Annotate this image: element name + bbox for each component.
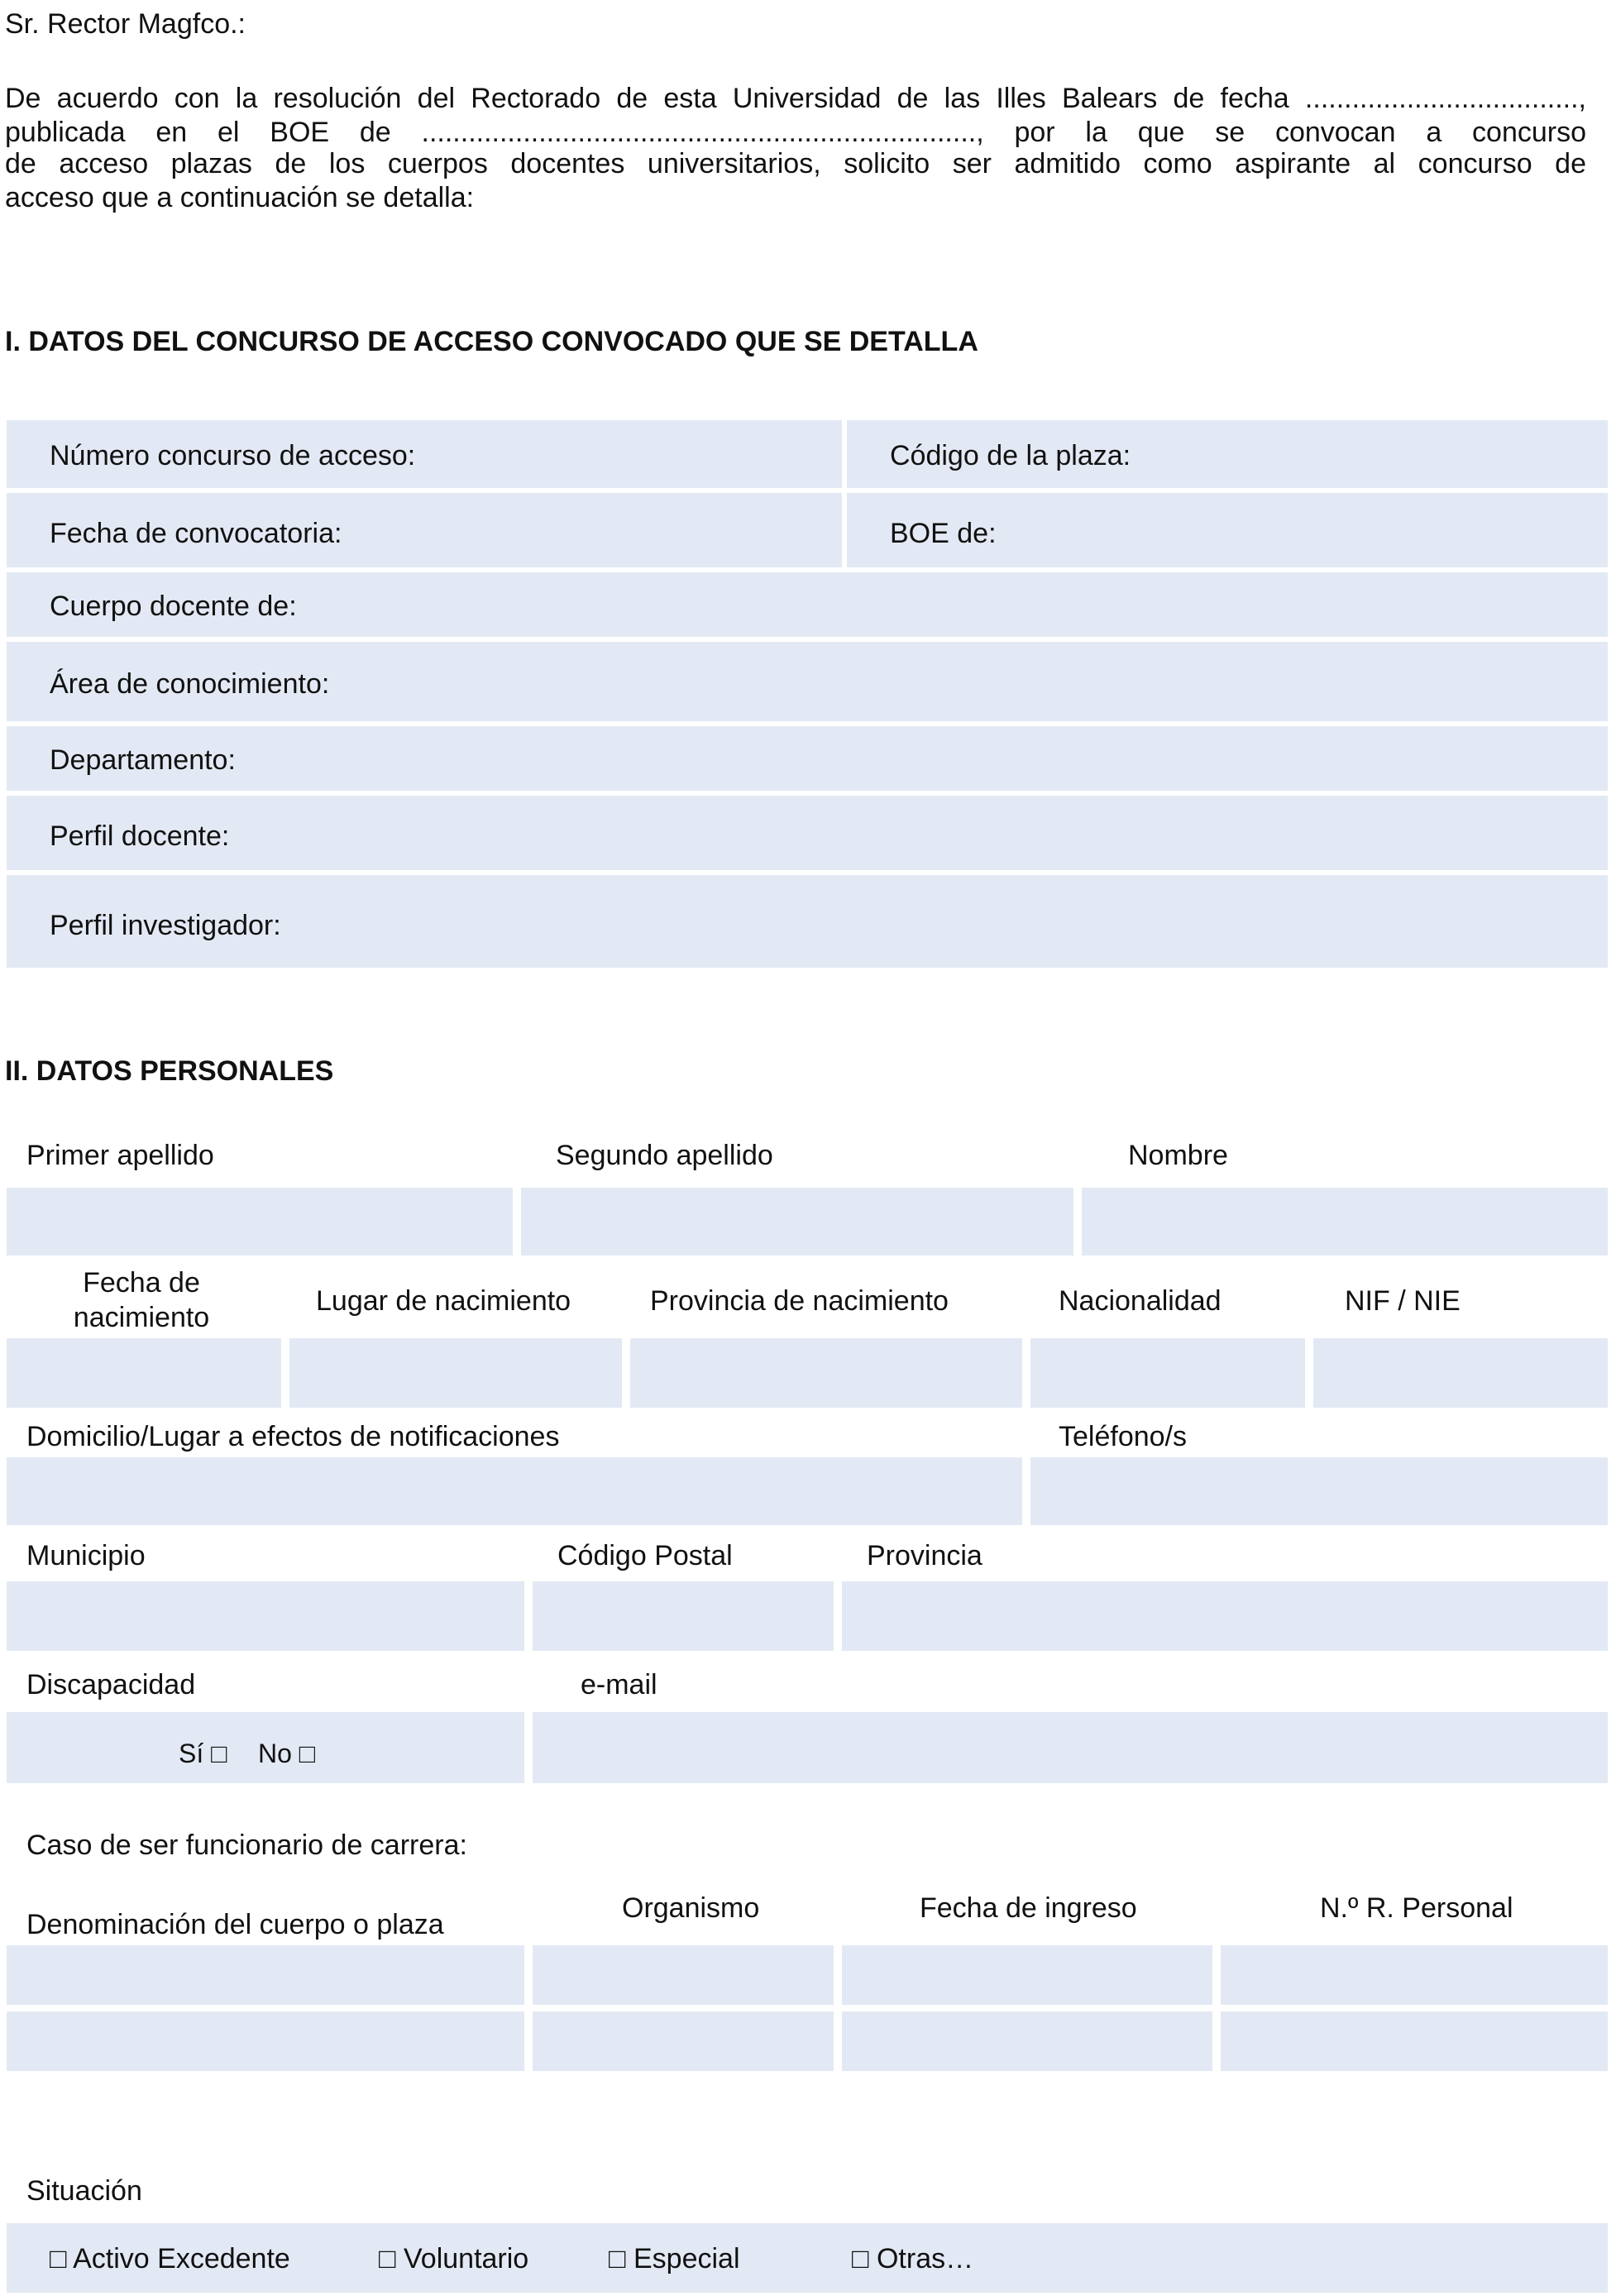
intro-line-2: publicada en el BOE de ......................................................................., por la que se convocan a concurso [5, 116, 1586, 148]
denominacion-field-row-2[interactable] [7, 2011, 524, 2071]
nif-label: NIF / NIE [1345, 1285, 1461, 1317]
provincia-nacimiento-label: Provincia de nacimiento [650, 1285, 949, 1317]
municipio-field[interactable] [7, 1581, 524, 1651]
fecha-ingreso-field-row-1[interactable] [842, 1945, 1212, 2005]
fecha-ingreso-label: Fecha de ingreso [920, 1892, 1137, 1924]
nr-personal-field-row-1[interactable] [1221, 1945, 1608, 2005]
numero-concurso-label: Número concurso de acceso: [50, 440, 416, 471]
perfil-investigador-label: Perfil investigador: [50, 910, 281, 941]
salutation: Sr. Rector Magfco.: [5, 8, 246, 40]
departamento-label: Departamento: [50, 744, 236, 776]
organismo-field-row-2[interactable] [533, 2011, 834, 2071]
discapacidad-label: Discapacidad [26, 1669, 196, 1700]
situacion-label: Situación [26, 2175, 142, 2207]
voluntario-checkbox[interactable]: □ Voluntario [379, 2243, 529, 2274]
section-1-title: I. DATOS DEL CONCURSO DE ACCESO CONVOCADO QUE SE DETALLA [5, 326, 978, 357]
discapacidad-si-checkbox[interactable]: Sí □ [179, 1739, 227, 1768]
codigo-postal-field[interactable] [533, 1581, 834, 1651]
nacionalidad-field[interactable] [1030, 1338, 1305, 1408]
organismo-field-row-1[interactable] [533, 1945, 834, 2005]
nacionalidad-label: Nacionalidad [1059, 1285, 1222, 1317]
intro-line-4: acceso que a continuación se detalla: [5, 181, 475, 213]
fecha-nacimiento-label [7, 1265, 276, 1335]
funcionario-label: Caso de ser funcionario de carrera: [26, 1830, 467, 1861]
nr-personal-field-row-2[interactable] [1221, 2011, 1608, 2071]
boe-label: BOE de: [890, 518, 997, 549]
segundo-apellido-field[interactable] [521, 1188, 1073, 1256]
section-2-title: II. DATOS PERSONALES [5, 1055, 334, 1087]
nombre-field[interactable] [1082, 1188, 1608, 1256]
primer-apellido-field[interactable] [7, 1188, 513, 1256]
discapacidad-no-checkbox[interactable]: No □ [258, 1739, 316, 1768]
segundo-apellido-label: Segundo apellido [556, 1140, 773, 1171]
domicilio-label: Domicilio/Lugar a efectos de notificaciones [26, 1421, 560, 1452]
denominacion-label: Denominación del cuerpo o plaza [26, 1909, 444, 1940]
nr-personal-label: N.º R. Personal [1320, 1892, 1513, 1924]
otras-checkbox[interactable]: □ Otras… [852, 2243, 974, 2274]
nif-field[interactable] [1313, 1338, 1608, 1408]
provincia-field[interactable] [842, 1581, 1608, 1651]
intro-paragraph [5, 81, 1586, 215]
activo-excedente-checkbox[interactable]: □ Activo Excedente [50, 2243, 290, 2274]
codigo-postal-label: Código Postal [557, 1540, 733, 1571]
intro-line-3: de acceso plazas de los cuerpos docentes universitarios, solicito ser admitido como aspirante al concurso de [5, 148, 1586, 179]
email-field[interactable] [533, 1712, 1608, 1783]
area-label: Área de conocimiento: [50, 668, 330, 700]
lugar-nacimiento-label: Lugar de nacimiento [316, 1285, 571, 1317]
primer-apellido-label: Primer apellido [26, 1140, 214, 1171]
email-label: e-mail [581, 1669, 657, 1700]
fecha-ingreso-field-row-2[interactable] [842, 2011, 1212, 2071]
telefono-field[interactable] [1030, 1457, 1608, 1525]
intro-line-1: De acuerdo con la resolución del Rectorado de esta Universidad de las Illes Balears de fecha ..................................., [5, 83, 1586, 114]
especial-checkbox[interactable]: □ Especial [609, 2243, 740, 2274]
domicilio-field[interactable] [7, 1457, 1022, 1525]
fecha-nacimiento-label-line-1: Fecha de [83, 1267, 200, 1299]
organismo-label: Organismo [622, 1892, 760, 1924]
municipio-label: Municipio [26, 1540, 146, 1571]
cuerpo-docente-label: Cuerpo docente de: [50, 591, 297, 622]
departamento-field[interactable] [7, 726, 1608, 791]
fecha-nacimiento-field[interactable] [7, 1338, 281, 1408]
provincia-nacimiento-field[interactable] [630, 1338, 1022, 1408]
nombre-label: Nombre [1128, 1140, 1228, 1171]
codigo-plaza-label: Código de la plaza: [890, 440, 1131, 471]
fecha-nacimiento-label-line-2: nacimiento [73, 1302, 210, 1333]
provincia-label: Provincia [867, 1540, 983, 1571]
lugar-nacimiento-field[interactable] [289, 1338, 622, 1408]
fecha-convocatoria-label: Fecha de convocatoria: [50, 518, 342, 549]
denominacion-field-row-1[interactable] [7, 1945, 524, 2005]
perfil-docente-label: Perfil docente: [50, 820, 230, 852]
telefono-label: Teléfono/s [1059, 1421, 1187, 1452]
perfil-docente-field[interactable] [7, 796, 1608, 870]
